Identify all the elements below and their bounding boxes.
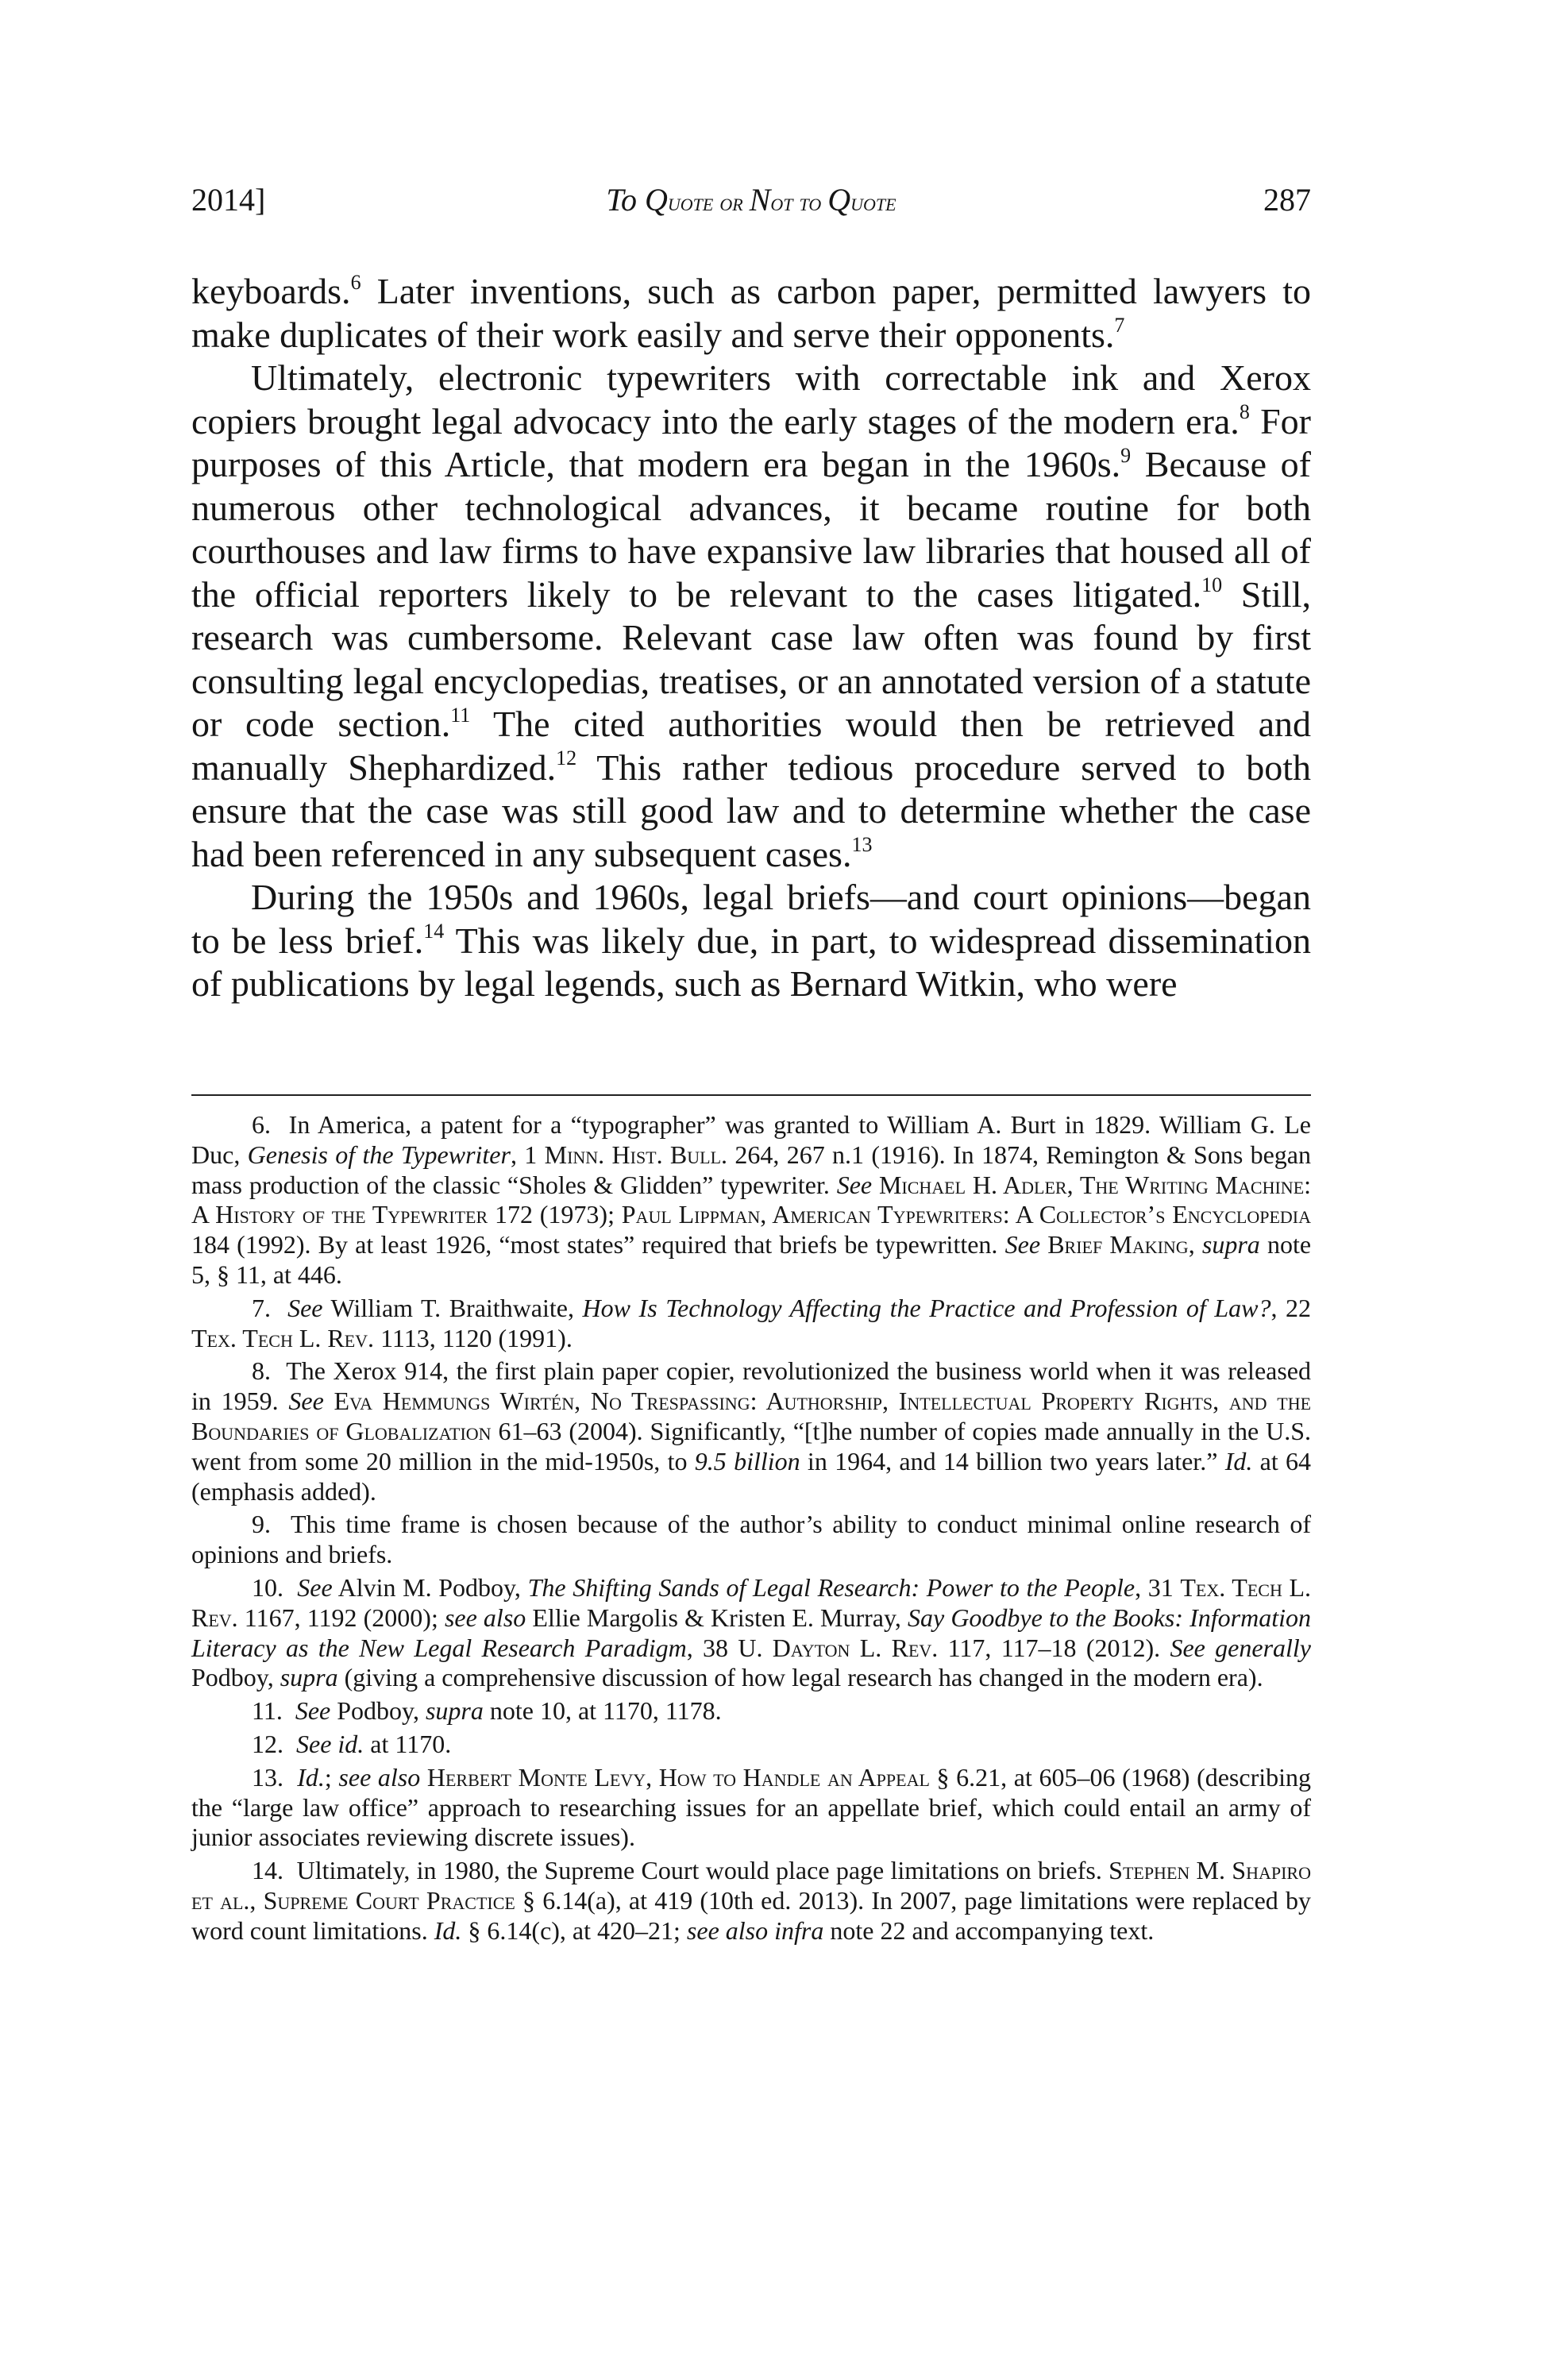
text-run: See	[288, 1387, 324, 1416]
text-run: U. Dayton L. Rev.	[738, 1633, 939, 1662]
text-run: This rather tedious procedure served to both ensure that the case was still good law and to determine whether the case had been referenced in any subsequent cases.	[191, 746, 1311, 874]
header-title-part: ot to	[770, 187, 828, 216]
text-run: 117, 117–18 (2012).	[938, 1633, 1170, 1662]
text-run: Ellie Margolis & Kristen E. Murray,	[526, 1603, 908, 1632]
text-run: William T. Braithwaite,	[322, 1293, 583, 1322]
footnote-number: 14.	[252, 1856, 283, 1885]
footnote-number: 12.	[252, 1729, 283, 1758]
footnote-11	[191, 1696, 1311, 1726]
text-run: During the 1950s and 1960s, legal briefs—and court opinions—began to be less brief.	[191, 877, 1311, 961]
text-run: See	[1004, 1230, 1041, 1259]
text-run: , 31	[1135, 1572, 1181, 1602]
footnote-14	[191, 1856, 1311, 1946]
text-run: This was likely due, in part, to widespread dissemination of publications by legal legends, such as Bernard Witkin, who were	[191, 920, 1312, 1004]
text-run: supra	[280, 1663, 338, 1692]
text-run: 9.5 billion	[694, 1446, 800, 1475]
text-run: 1167, 1192 (2000);	[237, 1603, 445, 1632]
footnote-ref: 6	[350, 270, 361, 294]
text-run: note 22 and accompanying text.	[823, 1915, 1155, 1945]
text-run: See	[287, 1293, 323, 1322]
text-run	[271, 1294, 287, 1322]
header-title-part: Q	[827, 182, 851, 218]
text-run: , 22	[1270, 1293, 1312, 1322]
text-run: Tex. Tech L. Rev.	[191, 1323, 375, 1352]
text-run: keyboards.	[191, 271, 351, 311]
footnote-ref: 11	[450, 703, 471, 727]
footnote-13	[191, 1763, 1311, 1853]
footnote-number: 6.	[252, 1110, 271, 1139]
header-title-part: Q	[645, 182, 668, 218]
text-run: See id.	[296, 1729, 364, 1758]
text-run: For purposes of this Article, that modern era began in the 1960s.	[191, 400, 1311, 484]
text-run: see also	[338, 1762, 421, 1792]
text-run: Ultimately, in 1980, the Supreme Court would place page limitations on briefs.	[283, 1856, 1109, 1885]
text-run: Eva Hemmungs Wirtén, No Trespassing: Authorship, Intellectual Property Rights, and the Boundaries of Globalization	[191, 1387, 1312, 1445]
text-run: This time frame is chosen because of the author’s ability to conduct minimal online research of opinions and briefs.	[191, 1510, 1311, 1569]
text-run: Tex. Tech L. Rev.	[191, 1572, 1312, 1632]
footnote-number: 7.	[252, 1293, 271, 1322]
header-year: 2014]	[191, 182, 266, 218]
text-run: Brief Making,	[1047, 1230, 1195, 1259]
footnote-divider	[191, 1094, 1311, 1096]
text-run	[283, 1730, 296, 1758]
footnote-9	[191, 1510, 1311, 1570]
text-run: infra	[774, 1915, 824, 1945]
footnote-ref: 13	[851, 833, 873, 857]
text-run	[1040, 1230, 1047, 1259]
text-run	[1195, 1230, 1202, 1259]
text-run: 184 (1992). By at least 1926, “most states” required that briefs be typewritten.	[191, 1230, 1005, 1259]
text-run: § 6.21, at 605–06 (1968) (describing the “large law office” approach to researching issues for an appellate brief, which could entail an army of junior associates reviewing discrete issues).	[191, 1762, 1312, 1852]
text-run: Id.	[434, 1915, 462, 1945]
text-run: Ultimately, electronic typewriters with correctable ink and Xerox copiers brought legal advocacy into the early stages of the modern era.	[191, 357, 1311, 442]
footnote-7	[191, 1294, 1311, 1354]
text-run: 61–63 (2004). Significantly, “[t]he number of copies made annually in the U.S. went from some 20 million in the mid-1950s, to	[191, 1416, 1311, 1475]
text-run: note 5, § 11, at 446.	[191, 1230, 1312, 1289]
text-run: (giving a comprehensive discussion of how legal research has changed in the modern era).	[337, 1663, 1263, 1692]
text-run: 1113, 1120 (1991).	[374, 1323, 573, 1352]
text-run: Michael H. Adler, The Writing Machine: A History of the Typewriter	[191, 1170, 1312, 1229]
text-run: Podboy,	[330, 1696, 426, 1726]
footnote-ref: 12	[556, 746, 577, 770]
footnote-ref: 14	[423, 920, 445, 943]
text-run	[283, 1573, 297, 1602]
text-run: Paul Lippman, American Typewriters: A Collector’s Encyclopedia	[621, 1200, 1312, 1229]
footnote-ref: 9	[1120, 443, 1132, 467]
footnote-number: 11.	[252, 1696, 283, 1726]
footnote-8	[191, 1356, 1311, 1506]
text-run: The Xerox 914, the first plain paper copier, revolutionized the business world when it was released in 1959.	[191, 1356, 1311, 1416]
footnote-10	[191, 1573, 1311, 1693]
text-run: See	[836, 1170, 873, 1199]
text-run: Later inventions, such as carbon paper, permitted lawyers to make duplicates of their work easily and serve their opponents.	[191, 271, 1311, 355]
text-run: see also	[686, 1915, 769, 1945]
text-run: supra	[425, 1696, 484, 1726]
text-run: Say Goodbye to the Books: Information Literacy as the New Legal Research Paradigm	[191, 1603, 1312, 1662]
text-run: The Shifting Sands of Legal Research: Power to the People	[527, 1572, 1136, 1602]
body-text	[191, 270, 1311, 1006]
text-run	[872, 1171, 879, 1199]
footnote-ref: 10	[1201, 573, 1223, 597]
text-run	[283, 1763, 297, 1792]
text-run	[420, 1763, 427, 1792]
text-run: Because of numerous other technological advances, it became routine for both courthouses and law firms to have expansive law libraries that housed all of the official reporters likely to be relevant to the cases litigated.	[191, 444, 1311, 615]
page-number: 287	[1263, 182, 1311, 218]
text-run: See	[297, 1572, 333, 1602]
header-title-part: To	[606, 182, 645, 218]
text-run: Podboy,	[191, 1663, 280, 1692]
text-run: How Is Technology Affecting the Practice and Profession of Law?	[582, 1293, 1271, 1322]
text-run: supra	[1201, 1230, 1260, 1259]
footnote-ref: 8	[1239, 400, 1250, 424]
text-run: in 1964, and 14 billion two years later.”	[800, 1446, 1225, 1475]
text-run: In America, a patent for a “typographer” was granted to William A. Burt in 1829. William G. Le Duc,	[191, 1110, 1311, 1169]
text-run	[768, 1916, 774, 1945]
text-run	[283, 1696, 295, 1725]
text-run: § 6.14(c), at 420–21;	[461, 1915, 687, 1945]
text-run: Id.	[297, 1762, 325, 1792]
footnotes	[191, 1110, 1311, 1950]
text-run: see also	[444, 1603, 526, 1632]
text-run: , 38	[686, 1633, 738, 1662]
footnote-ref: 7	[1114, 314, 1125, 338]
text-run: Still, research was cumbersome. Relevant case law often was found by first consulting legal encyclopedias, treatises, or an annotated version of a statute or code section.	[191, 573, 1311, 744]
text-run: § 6.14(a), at 419 (10th ed. 2013). In 2007, page limitations were replaced by word count limitations.	[191, 1885, 1312, 1945]
text-run: Id.	[1224, 1446, 1253, 1475]
paragraph-1	[191, 270, 1311, 357]
running-header	[191, 181, 1311, 229]
text-run: , 1	[510, 1140, 545, 1169]
text-run: Herbert Monte Levy, How to Handle an Appeal	[426, 1762, 930, 1792]
text-run: 264, 267 n.1 (1916). In 1874, Remington & Sons began mass production of the classic “Sholes & Glidden” typewriter.	[191, 1140, 1312, 1199]
header-title-part: uote	[850, 187, 896, 216]
footnote-12	[191, 1730, 1311, 1760]
footnote-6	[191, 1110, 1311, 1290]
text-run: note 10, at 1170, 1178.	[483, 1696, 722, 1726]
text-run: See generally	[1170, 1633, 1312, 1662]
text-run: See	[295, 1696, 331, 1726]
footnote-number: 10.	[252, 1572, 283, 1602]
paragraph-2	[191, 357, 1311, 876]
text-run: ;	[324, 1762, 339, 1792]
header-title-part: uote or	[667, 187, 750, 216]
footnote-number: 13.	[252, 1762, 283, 1792]
header-title-part: N	[749, 182, 771, 218]
footnote-number: 9.	[252, 1510, 271, 1539]
text-run: Genesis of the Typewriter	[247, 1140, 511, 1169]
text-run: Alvin M. Podboy,	[332, 1572, 528, 1602]
text-run: at 1170.	[364, 1729, 452, 1758]
text-run: Minn. Hist. Bull.	[544, 1140, 728, 1169]
header-title	[191, 181, 1311, 218]
paragraph-3	[191, 876, 1311, 1006]
text-run	[324, 1387, 334, 1415]
text-run: The cited authorities would then be retrieved and manually Shephardized.	[191, 704, 1311, 788]
footnote-number: 8.	[252, 1356, 271, 1386]
text-run: 172 (1973);	[488, 1200, 622, 1229]
text-run: at 64 (emphasis added).	[191, 1446, 1312, 1506]
text-run: Stephen M. Shapiro et al., Supreme Court Practice	[191, 1856, 1311, 1915]
